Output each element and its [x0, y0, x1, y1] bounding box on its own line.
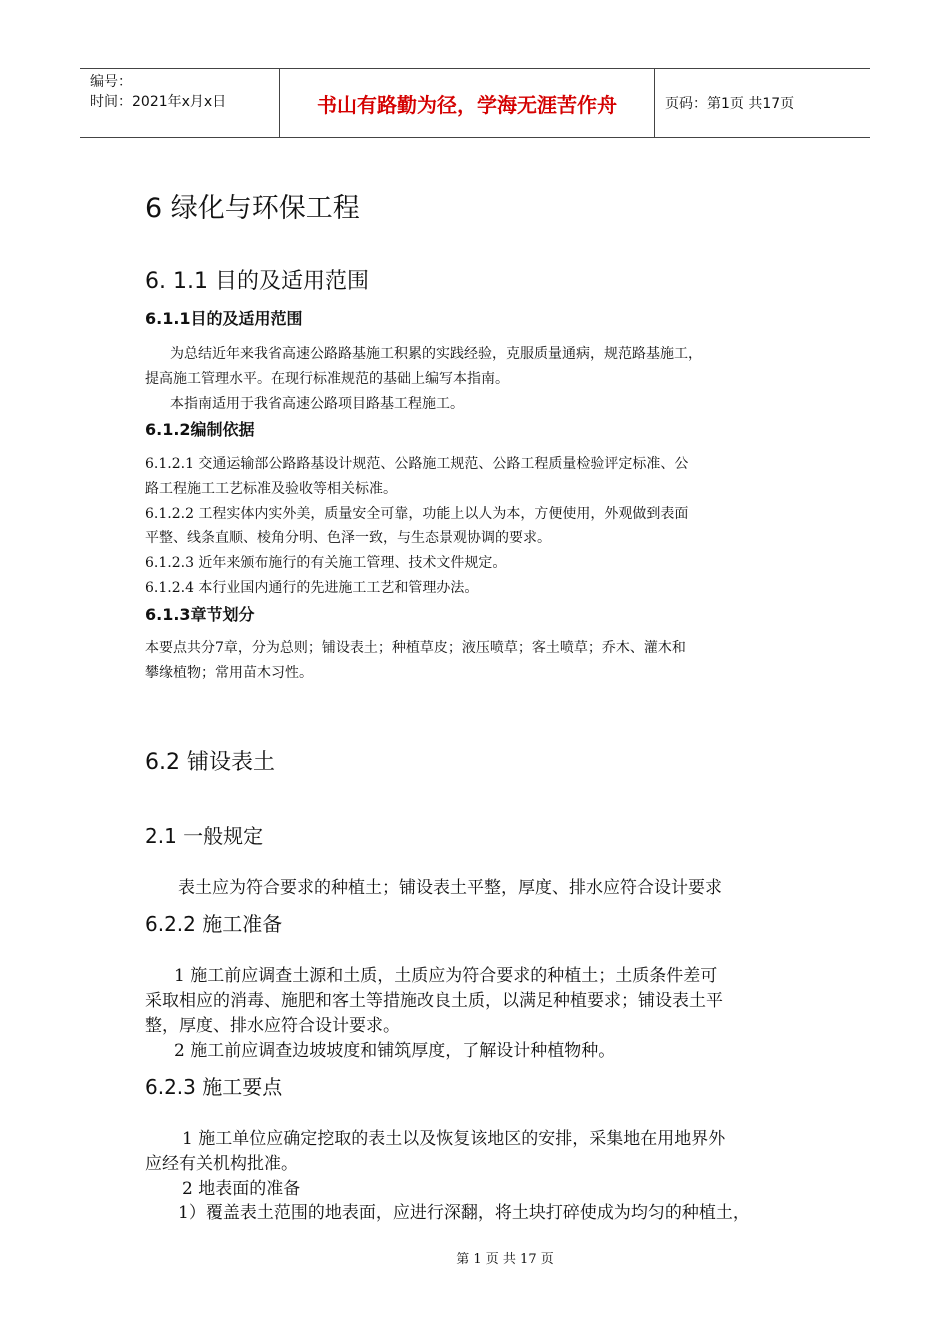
paragraph-2: 本指南适用于我省高速公路项目路基工程施工。 — [170, 396, 464, 412]
paragraph-6: 2 施工前应调查边坡坡度和铺筑厚度，了解设计种植物种。 — [174, 1041, 616, 1061]
item-6121-line-2: 路工程施工工艺标准及验收等相关标准。 — [145, 481, 397, 497]
item-6121-line-1: 6.1.2.1 交通运输部公路路基设计规范、公路施工规范、公路工程质量检验评定标准、公 — [145, 456, 689, 472]
document-number-label: 编号： — [90, 74, 132, 90]
subsection-611-title: 6.1.1目的及适用范围 — [145, 309, 303, 328]
header-meta — [80, 69, 280, 137]
subsection-612-title: 6.1.2编制依据 — [145, 420, 255, 439]
chapter-title: 6 绿化与环保工程 — [145, 193, 360, 224]
paragraph-9: 1）覆盖表土范围的地表面，应进行深翻，将土块打碎使成为均匀的种植土， — [178, 1203, 750, 1223]
page-footer — [0, 1248, 950, 1267]
paragraph-1-line-1: 为总结近年来我省高速公路路基施工积累的实践经验，克服质量通病，规范路基施工， — [170, 346, 702, 362]
paragraph-1-line-2: 提高施工管理水平。在现行标准规范的基础上编写本指南。 — [145, 371, 509, 387]
section-611-title: 6. 1.1 目的及适用范围 — [145, 269, 369, 294]
paragraph-3-line-1: 本要点共分7章，分为总则；铺设表土；种植草皮；液压喷草；客土喷草；乔木、灌木和 — [145, 640, 686, 656]
item-6123: 6.1.2.3 近年来颁布施行的有关施工管理、技术文件规定。 — [145, 555, 507, 571]
paragraph-3-line-2: 攀缘植物；常用苗木习性。 — [145, 665, 313, 681]
paragraph-5-line-2: 采取相应的消毒、施肥和客土等措施改良土质，以满足种植要求；铺设表土平 — [145, 991, 723, 1011]
header-page-info: 页码：第1页 共17页 — [665, 96, 795, 112]
paragraph-5-line-1: 1 施工前应调查土源和土质，土质应为符合要求的种植土；土质条件差可 — [174, 966, 718, 986]
section-623-title: 6.2.3 施工要点 — [145, 1075, 283, 1099]
section-62-title: 6.2 铺设表土 — [145, 750, 275, 775]
section-622-title: 6.2.2 施工准备 — [145, 912, 283, 936]
paragraph-7-line-2: 应经有关机构批准。 — [145, 1154, 298, 1174]
paragraph-7-line-1: 1 施工单位应确定挖取的表土以及恢复该地区的安排，采集地在用地界外 — [182, 1129, 726, 1149]
subsection-613-title: 6.1.3章节划分 — [145, 605, 255, 624]
paragraph-5-line-3: 整，厚度、排水应符合设计要求。 — [145, 1016, 400, 1036]
paragraph-4: 表土应为符合要求的种植土；铺设表土平整，厚度、排水应符合设计要求 — [178, 878, 722, 898]
footer-page-number: 第 1 页 共 17 页 — [456, 1252, 554, 1267]
page-header — [80, 68, 870, 138]
item-6122-line-2: 平整、线条直顺、棱角分明、色泽一致，与生态景观协调的要求。 — [145, 530, 551, 546]
document-time-label: 时间：2021年x月x日 — [90, 94, 227, 110]
section-621-title: 2.1 一般规定 — [145, 824, 264, 848]
item-6122-line-1: 6.1.2.2 工程实体内实外美，质量安全可靠，功能上以人为本，方便使用，外观做到表面 — [145, 506, 689, 522]
item-6124: 6.1.2.4 本行业国内通行的先进施工工艺和管理办法。 — [145, 580, 479, 596]
paragraph-8: 2 地表面的准备 — [182, 1179, 301, 1199]
header-motto: 书山有路勤为径，学海无涯苦作舟 — [280, 69, 655, 137]
